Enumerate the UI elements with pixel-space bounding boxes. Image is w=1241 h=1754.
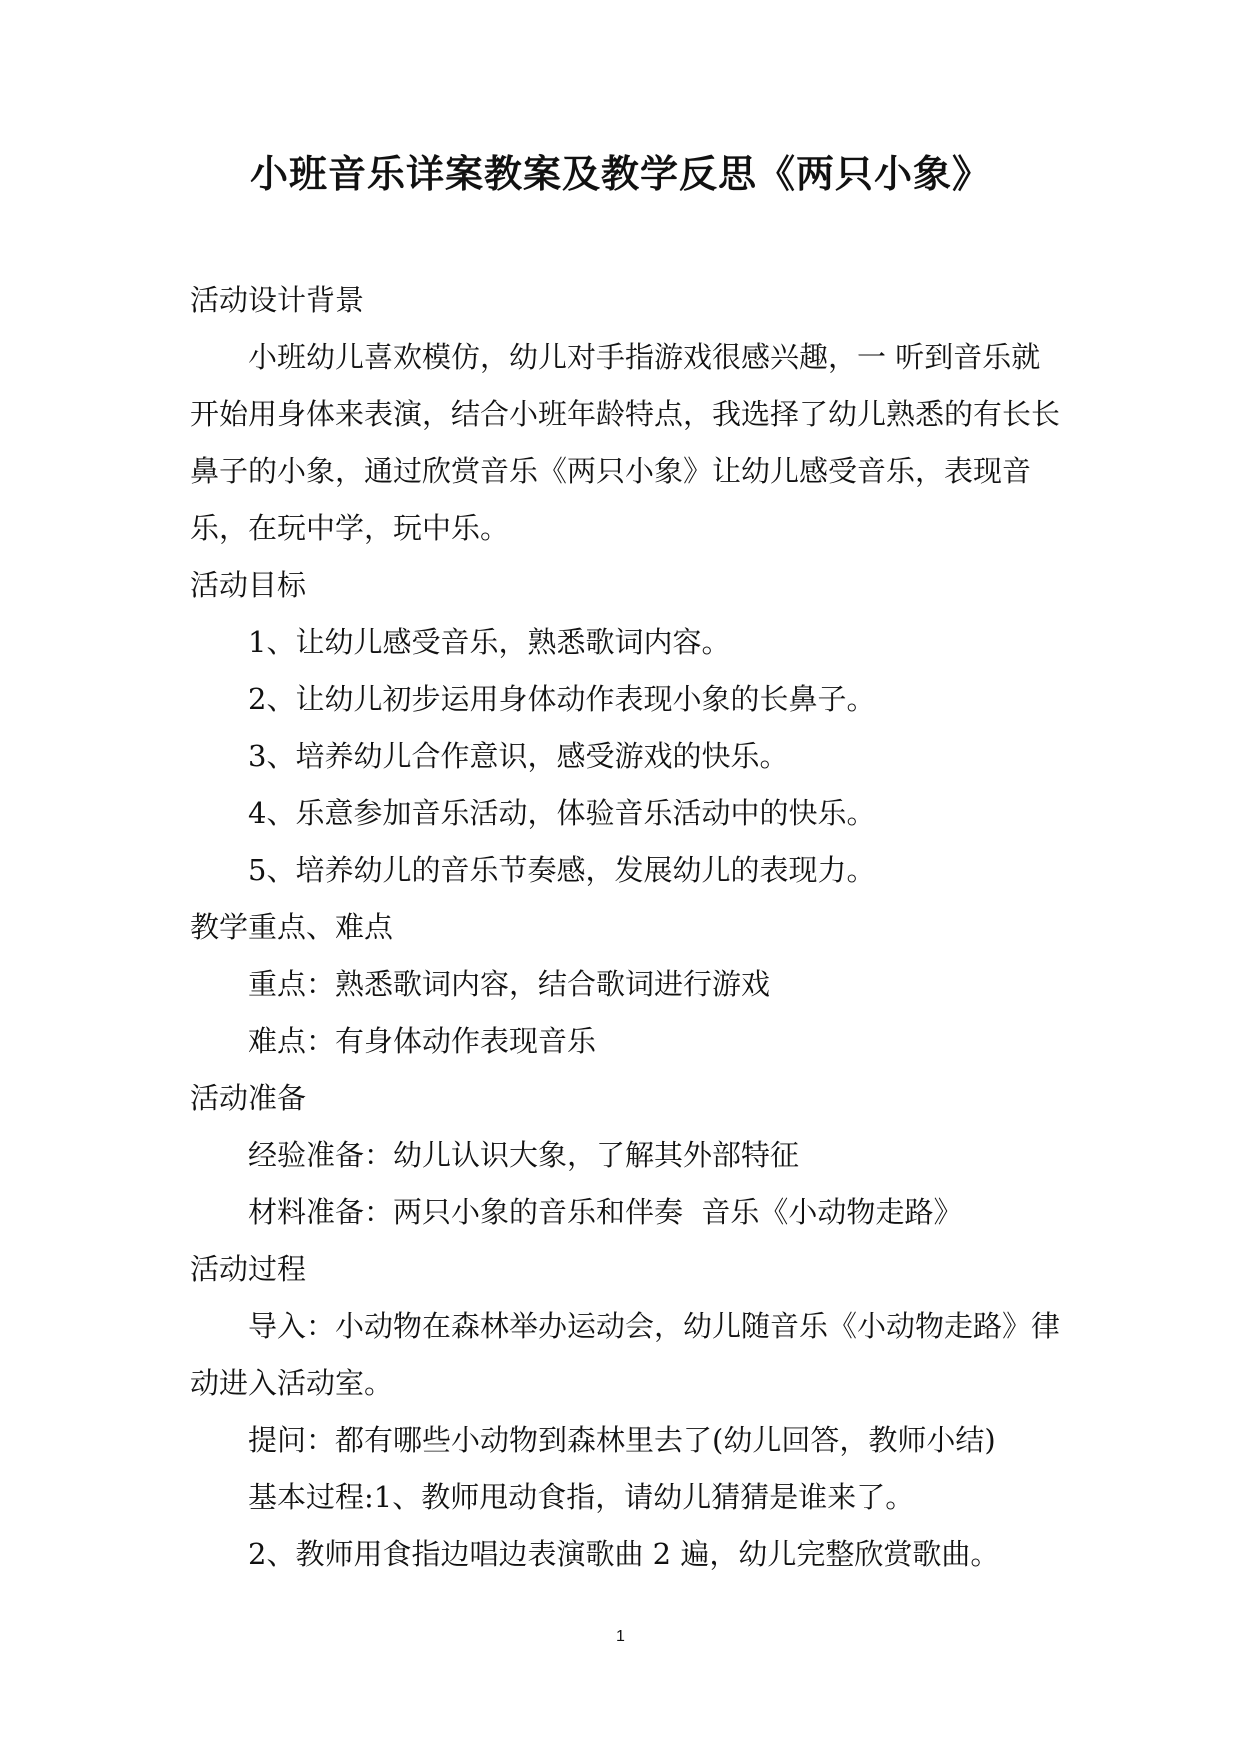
section-heading-background: 活动设计背景 [190, 283, 365, 317]
section-heading-process: 活动过程 [190, 1252, 307, 1286]
prep-materials: 材料准备：两只小象的音乐和伴奏 音乐《小动物走路》 [248, 1195, 963, 1229]
goal-item: 4、乐意参加音乐活动，体验音乐活动中的快乐。 [248, 796, 876, 830]
section-heading-focus: 教学重点、难点 [190, 910, 394, 944]
focus-difficulty: 难点：有身体动作表现音乐 [248, 1024, 597, 1058]
document-title: 小班音乐详案教案及教学反思《两只小象》 [249, 151, 991, 196]
goal-item: 3、培养幼儿合作意识，感受游戏的快乐。 [248, 739, 789, 773]
process-basic-step-2: 2、教师用食指边唱边表演歌曲 2 遍，幼儿完整欣赏歌曲。 [248, 1537, 1000, 1571]
goal-item: 2、让幼儿初步运用身体动作表现小象的长鼻子。 [248, 682, 876, 716]
section-heading-preparation: 活动准备 [190, 1081, 307, 1115]
goal-item: 1、让幼儿感受音乐，熟悉歌词内容。 [248, 625, 731, 659]
goal-item: 5、培养幼儿的音乐节奏感，发展幼儿的表现力。 [248, 853, 876, 887]
process-intro: 导入：小动物在森林举办运动会，幼儿随音乐《小动物走路》律动进入活动室。 [190, 1309, 1061, 1400]
prep-experience: 经验准备：幼儿认识大象，了解其外部特征 [248, 1138, 800, 1172]
section-heading-goals: 活动目标 [190, 568, 307, 602]
document-body [190, 272, 1060, 1583]
process-basic-step-1: 基本过程:1、教师甩动食指，请幼儿猜猜是谁来了。 [248, 1480, 915, 1514]
page-number: 1 [616, 1628, 625, 1645]
focus-key-point: 重点：熟悉歌词内容，结合歌词进行游戏 [248, 967, 771, 1001]
process-question: 提问：都有哪些小动物到森林里去了(幼儿回答，教师小结) [248, 1423, 996, 1457]
background-paragraph: 小班幼儿喜欢模仿，幼儿对手指游戏很感兴趣，一 听到音乐就开始用身体来表演，结合小班年龄特点，我选择了幼儿熟悉的有长长鼻子的小象，通过欣赏音乐《两只小象》让幼儿感受音乐，表现音乐，在玩中学，玩中乐。 [190, 340, 1061, 545]
